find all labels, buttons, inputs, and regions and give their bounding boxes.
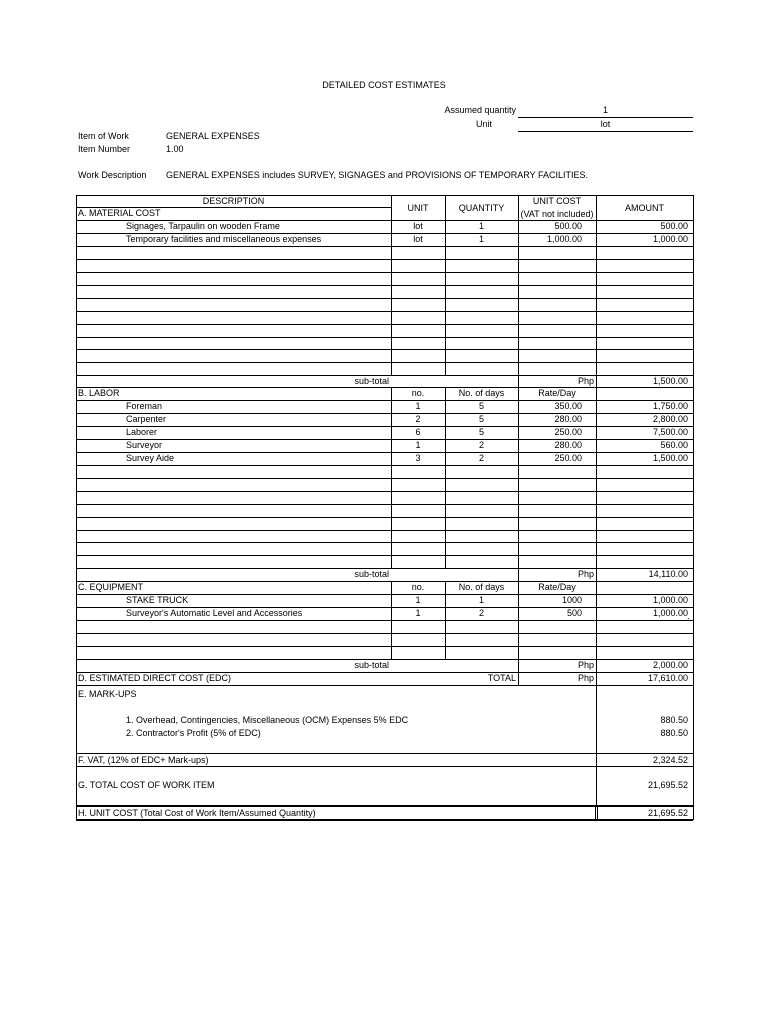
equipment-row-qty: 2 [478,607,484,618]
row-border [76,542,693,543]
column-border [596,387,597,568]
markup-item-ocm-amount: 880.50 [660,715,688,725]
labor-row-unit: 2 [415,413,421,424]
edc-label: D. ESTIMATED DIRECT COST (EDC) [78,673,232,683]
item-number-value: 1.00 [166,144,184,154]
row-border [76,753,693,754]
labor-row-amount: 1,750.00 [652,401,688,411]
row-border [76,311,693,312]
material-row-qty: 1 [478,233,484,244]
labor-col-cost: Rate/Day [538,388,576,398]
labor-row-amount: 1,500.00 [652,452,688,463]
row-border [76,805,693,807]
equipment-subtotal-amount: 2,000.00 [652,660,688,670]
markups-heading: E. MARK-UPS [78,689,137,699]
item-number-label: Item Number [78,144,131,154]
section-equipment-heading: C. EQUIPMENT [78,582,144,592]
col-header-quantity: QUANTITY [458,203,505,213]
row-border [76,324,693,325]
markup-item-profit-amount: 880.50 [660,728,688,738]
material-row-unit: lot [413,221,423,231]
equipment-row-cost: 500 [566,607,582,618]
labor-col-unit: no. [411,388,425,398]
equipment-subtotal-label: sub-total [354,660,389,670]
column-border [391,581,392,659]
material-row-cost: 1,000.00 [546,233,582,244]
equipment-row-cost: 1000 [561,595,582,605]
equipment-col-qty: No. of days [458,582,505,592]
row-border [76,633,693,634]
labor-subtotal-label: sub-total [354,569,389,579]
labor-row-qty: 5 [478,426,484,437]
equipment-col-cost: Rate/Day [538,582,576,592]
col-header-description: DESCRIPTION [202,196,265,206]
labor-row-cost: 250.00 [554,452,582,463]
column-border [518,659,519,672]
column-border [596,659,597,672]
row-border [76,337,693,338]
equipment-row-amount: 1,000.00 [652,595,688,605]
equipment-row-desc: Surveyor's Automatic Level and Accessories [126,607,303,618]
edc-amount: 17,610.00 [647,673,688,683]
column-border [518,672,519,685]
row-border [76,491,693,492]
total-cost-amount: 21,695.52 [647,780,688,790]
labor-row-cost: 250.00 [554,426,582,437]
column-border [391,387,392,568]
material-subtotal-currency: Php [577,376,594,386]
equipment-stray-mark: ` [687,616,690,627]
material-row-cost: 500.00 [554,221,582,231]
row-border [76,272,693,273]
labor-row-qty: 2 [478,452,484,463]
labor-row-cost: 280.00 [554,413,582,424]
unit-cost-final-amount: 21,695.52 [647,808,688,818]
row-border [76,362,693,363]
labor-subtotal-amount: 14,110.00 [648,569,688,579]
unit-label: Unit [475,119,492,129]
unit-value: lot [600,119,611,129]
equipment-col-unit: no. [411,582,425,592]
row-border [76,504,693,505]
item-of-work-value: GENERAL EXPENSES [166,131,260,141]
column-border [518,375,519,387]
column-border [595,805,596,820]
column-border [693,195,694,820]
row-border [76,285,693,286]
labor-row-desc: Survey Aide [126,452,175,463]
row-border [76,298,693,299]
material-row-unit: lot [413,233,423,244]
vat-label: F. VAT, (12% of EDC+ Mark-ups) [78,755,209,765]
labor-row-amount: 7,500.00 [652,426,688,437]
labor-row-amount: 2,800.00 [652,413,688,424]
col-header-unit-cost-note: (VAT not included) [520,209,594,219]
labor-row-unit: 3 [415,452,421,463]
row-border [76,646,693,647]
labor-row-unit: 1 [415,401,421,411]
row-border [76,555,693,556]
column-border [518,568,519,581]
labor-row-unit: 1 [415,439,421,450]
material-row-desc: Signages, Tarpaulin on wooden Frame [126,221,280,231]
row-border [76,349,693,350]
material-row-qty: 1 [478,221,484,231]
column-border [518,195,519,375]
labor-row-amount: 560.00 [660,439,688,450]
column-border [391,195,392,375]
column-border [596,375,597,387]
column-border [596,195,597,375]
row-border [76,685,693,686]
row-border [76,766,693,767]
equipment-row-unit: 1 [415,607,421,618]
row-border [76,819,693,821]
row-border [76,246,693,247]
column-border [445,195,446,375]
labor-row-desc: Foreman [126,401,163,411]
labor-row-cost: 350.00 [554,401,582,411]
labor-col-qty: No. of days [458,388,505,398]
labor-row-desc: Carpenter [126,413,167,424]
row-border [76,478,693,479]
equipment-subtotal-currency: Php [577,660,594,670]
equipment-row-unit: 1 [415,595,421,605]
total-cost-label: G. TOTAL COST OF WORK ITEM [78,780,215,790]
page-title: DETAILED COST ESTIMATES [322,80,446,90]
markup-item-profit: 2. Contractor's Profit (5% of EDC) [126,728,261,738]
equipment-row-qty: 1 [478,595,484,605]
section-material-heading: A. MATERIAL COST [78,208,161,218]
column-border [518,581,519,659]
equipment-row-desc: STAKE TRUCK [126,595,189,605]
labor-row-desc: Surveyor [126,439,163,450]
column-border [597,805,598,820]
col-header-unit-cost: UNIT COST [532,196,582,206]
labor-row-unit: 6 [415,426,421,437]
section-labor-heading: B. LABOR [78,388,120,398]
column-border [596,672,597,685]
item-of-work-label: Item of Work [78,131,129,141]
labor-row-qty: 5 [478,413,484,424]
row-border [76,259,693,260]
col-header-unit: UNIT [407,203,429,213]
equipment-row-amount: 1,000.00 [652,607,688,618]
material-row-amount: 1,000.00 [652,233,688,244]
labor-row-desc: Laborer [126,426,158,437]
assumed-quantity-value: 1 [602,105,608,115]
col-header-amount: AMOUNT [625,203,664,213]
material-row-amount: 500.00 [660,221,688,231]
edc-total-label: TOTAL [487,673,516,683]
labor-row-cost: 280.00 [554,439,582,450]
row-border [76,517,693,518]
material-row-desc: Temporary facilities and miscellaneous expenses [126,233,322,244]
assumed-quantity-label: Assumed quantity [444,105,516,115]
labor-row-qty: 5 [478,401,484,411]
column-border [76,195,77,820]
work-description-label: Work Description [78,170,147,180]
vat-amount: 2,324.52 [652,755,688,765]
unit-cost-final-label: H. UNIT COST (Total Cost of Work Item/Assumed Quantity) [78,808,316,818]
material-subtotal-amount: 1,500.00 [652,376,688,386]
column-border [445,387,446,568]
material-subtotal-label: sub-total [354,376,389,386]
labor-subtotal-currency: Php [577,569,594,579]
edc-currency: Php [577,673,594,683]
column-border [596,568,597,581]
work-description-value: GENERAL EXPENSES includes SURVEY, SIGNAGES and PROVISIONS OF TEMPORARY FACILITIES. [166,170,588,180]
markup-item-ocm: 1. Overhead, Contingencies, Miscellaneous (OCM) Expenses 5% EDC [126,715,409,725]
labor-row-qty: 2 [478,439,484,450]
row-border [76,465,693,466]
column-border [518,387,519,568]
column-border [445,581,446,659]
row-border [76,530,693,531]
